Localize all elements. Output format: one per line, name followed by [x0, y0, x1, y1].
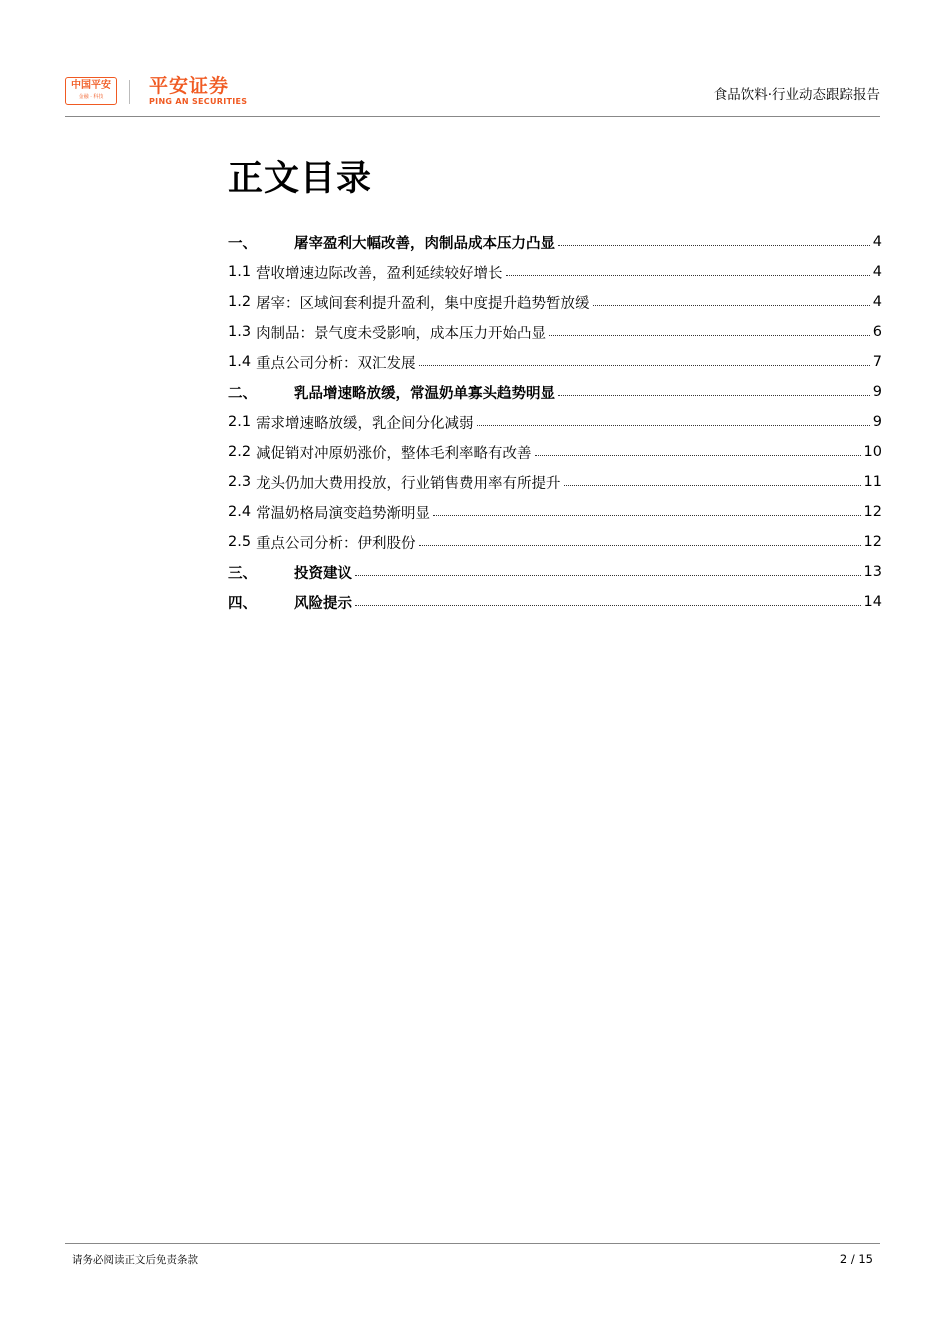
toc-entry-label[interactable]: 常温奶格局演变趋势渐明显 — [256, 505, 431, 522]
toc-dot-leader — [593, 304, 870, 306]
toc-entry-page[interactable]: 10 — [863, 444, 882, 460]
toc-entry[interactable] — [228, 527, 882, 557]
toc-dot-leader — [355, 604, 861, 606]
brand-name-en: PING AN SECURITIES — [149, 97, 248, 106]
logo-box-line2: 金融 · 科技 — [78, 94, 104, 100]
toc-title: 正文目录 — [228, 159, 373, 199]
toc-entry-number: 一、 — [228, 235, 257, 252]
toc-dot-leader — [535, 454, 861, 456]
footer-divider — [65, 1243, 880, 1244]
toc-dot-leader — [558, 394, 870, 396]
toc-entry-page[interactable]: 6 — [872, 324, 882, 340]
table-of-contents — [228, 227, 882, 617]
toc-entry-label[interactable]: 投资建议 — [294, 565, 352, 582]
toc-entry[interactable] — [228, 377, 882, 407]
toc-entry[interactable] — [228, 497, 882, 527]
toc-entry[interactable] — [228, 257, 882, 287]
toc-entry-label[interactable]: 肉制品：景气度未受影响，成本压力开始凸显 — [256, 325, 547, 342]
toc-entry[interactable] — [228, 587, 882, 617]
toc-entry-number: 1.1 — [228, 264, 252, 280]
toc-entry-page[interactable]: 11 — [863, 474, 882, 490]
page-indicator: 2 / 15 — [839, 1252, 873, 1266]
toc-entry-page[interactable]: 9 — [872, 384, 882, 400]
toc-entry-page[interactable]: 12 — [863, 504, 882, 520]
header-divider — [65, 116, 880, 117]
toc-entry-label[interactable]: 屠宰：区域间套利提升盈利，集中度提升趋势暂放缓 — [256, 295, 590, 312]
toc-entry[interactable] — [228, 407, 882, 437]
toc-dot-leader — [355, 574, 861, 576]
toc-entry-number: 三、 — [228, 565, 257, 582]
toc-entry[interactable] — [228, 287, 882, 317]
toc-entry-number: 二、 — [228, 385, 257, 402]
toc-entry[interactable] — [228, 437, 882, 467]
toc-entry-number: 2.3 — [228, 474, 252, 490]
toc-entry-number: 四、 — [228, 595, 257, 612]
toc-entry-number: 1.4 — [228, 354, 252, 370]
toc-dot-leader — [419, 364, 870, 366]
report-type: 食品饮料·行业动态跟踪报告 — [713, 87, 880, 103]
toc-entry-label[interactable]: 减促销对冲原奶涨价，整体毛利率略有改善 — [256, 445, 532, 462]
toc-entry-label[interactable]: 风险提示 — [294, 595, 352, 612]
toc-entry-label[interactable]: 屠宰盈利大幅改善，肉制品成本压力凸显 — [294, 235, 555, 252]
footer-disclaimer: 请务必阅读正文后免责条款 — [72, 1254, 198, 1266]
toc-entry-label[interactable]: 龙头仍加大费用投放，行业销售费用率有所提升 — [256, 475, 561, 492]
toc-dot-leader — [549, 334, 870, 336]
toc-entry-label[interactable]: 营收增速边际改善，盈利延续较好增长 — [256, 265, 503, 282]
toc-entry-page[interactable]: 12 — [863, 534, 882, 550]
toc-entry-page[interactable]: 14 — [863, 594, 882, 610]
toc-entry-number: 2.1 — [228, 414, 252, 430]
toc-dot-leader — [564, 484, 861, 486]
toc-entry-label[interactable]: 重点公司分析：双汇发展 — [256, 355, 416, 372]
toc-entry-page[interactable]: 7 — [872, 354, 882, 370]
toc-entry-page[interactable]: 4 — [872, 294, 882, 310]
page-header — [65, 72, 880, 116]
toc-dot-leader — [477, 424, 870, 426]
logo-divider — [129, 80, 130, 104]
brand-name-cn: 平安证券 — [149, 75, 230, 97]
toc-entry[interactable] — [228, 467, 882, 497]
toc-entry-number: 2.4 — [228, 504, 252, 520]
toc-entry-number: 2.5 — [228, 534, 252, 550]
toc-dot-leader — [433, 514, 860, 516]
logo-box-line1: 中国平安 — [71, 80, 111, 91]
toc-dot-leader — [506, 274, 870, 276]
toc-entry-page[interactable]: 4 — [872, 234, 882, 250]
toc-entry-page[interactable]: 13 — [863, 564, 882, 580]
toc-entry-page[interactable]: 9 — [872, 414, 882, 430]
toc-entry-number: 2.2 — [228, 444, 252, 460]
toc-entry-number: 1.3 — [228, 324, 252, 340]
toc-entry-page[interactable]: 4 — [872, 264, 882, 280]
toc-entry[interactable] — [228, 317, 882, 347]
toc-entry-label[interactable]: 需求增速略放缓，乳企间分化减弱 — [256, 415, 474, 432]
toc-entry-label[interactable]: 乳品增速略放缓，常温奶单寡头趋势明显 — [294, 385, 555, 402]
toc-entry-label[interactable]: 重点公司分析：伊利股份 — [256, 535, 416, 552]
toc-entry[interactable] — [228, 347, 882, 377]
ping-an-group-logo — [65, 77, 117, 105]
toc-dot-leader — [558, 244, 870, 246]
toc-entry-number: 1.2 — [228, 294, 252, 310]
toc-dot-leader — [419, 544, 861, 546]
toc-entry[interactable] — [228, 557, 882, 587]
toc-entry[interactable] — [228, 227, 882, 257]
